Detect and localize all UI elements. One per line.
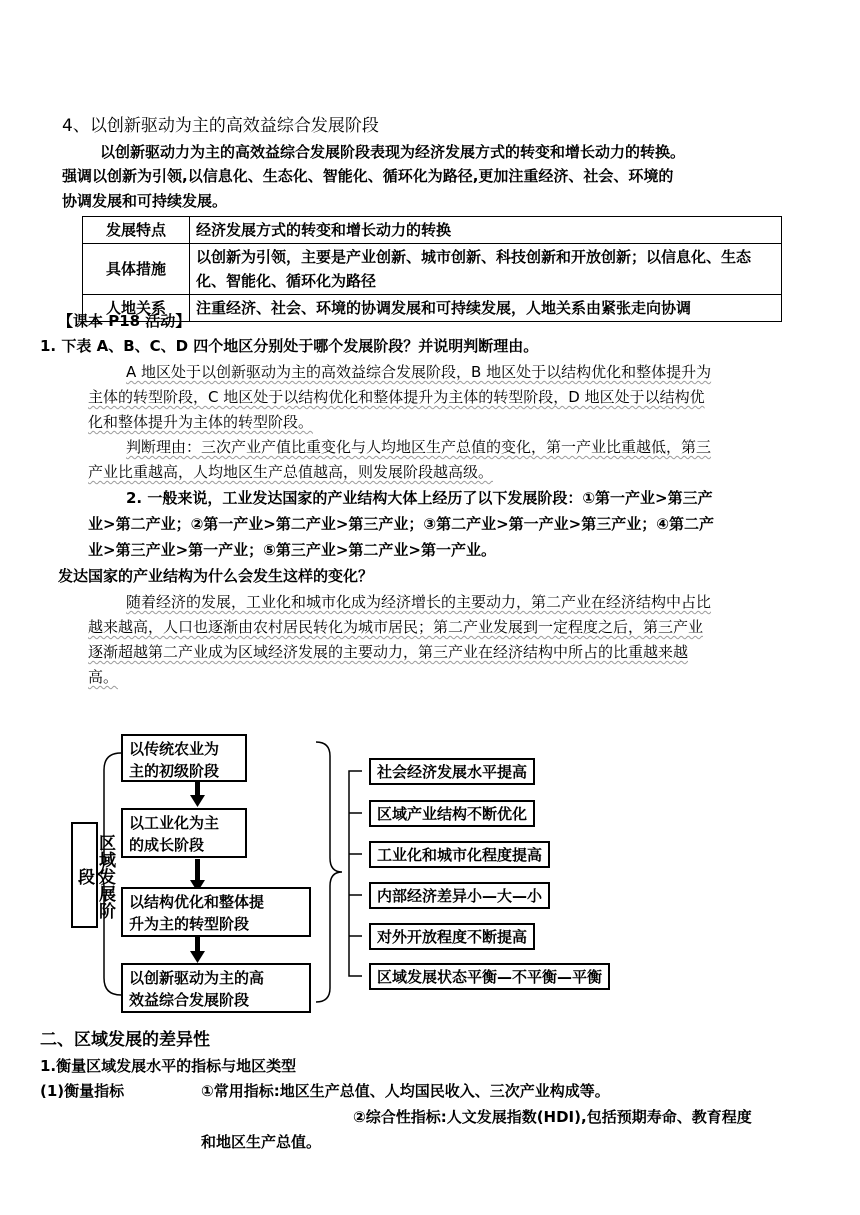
question-2-line: 2. 一般来说，工业发达国家的产业结构大体上经历了以下发展阶段：①第一产业>第三产	[126, 489, 713, 507]
stage-label: 以传统农业为	[129, 740, 220, 758]
stage-box-4	[121, 963, 311, 1013]
section-heading: 二、区域发展的差异性	[40, 1030, 210, 1050]
indicator-common: ①常用指标:地区生产总值、人均国民收入、三次产业构成等。	[201, 1082, 610, 1100]
answer-1-line: A 地区处于以创新驱动为主的高效益综合发展阶段，B 地区处于以结构优化和整体提升为	[126, 363, 712, 381]
question-2-line: 业>第二产业；②第一产业>第二产业>第三产业；③第二产业>第一产业>第三产业；④第二产	[88, 515, 714, 533]
table-key: 具体措施	[83, 244, 190, 295]
indicator-label: (1)衡量指标	[40, 1082, 125, 1100]
stage-label: 的成长阶段	[129, 836, 205, 854]
trend-box: 区域产业结构不断优化	[369, 800, 535, 827]
stage-label: 效益综合发展阶段	[129, 991, 250, 1009]
trend-box: 社会经济发展水平提高	[369, 758, 535, 785]
answer-1-line: 主体的转型阶段，C 地区处于以结构优化和整体提升为主体的转型阶段，D 地区处于以结构优	[88, 388, 705, 406]
trend-box: 工业化和城市化程度提高	[369, 841, 550, 868]
table-key: 发展特点	[83, 217, 190, 244]
answer-1-line: 化和整体提升为主体的转型阶段。	[88, 413, 314, 431]
stage-label: 主的初级阶段	[129, 762, 220, 780]
sub-heading: 1.衡量区域发展水平的指标与地区类型	[40, 1057, 297, 1075]
intro-line-1: 以创新驱动力为主的高效益综合发展阶段表现为经济发展方式的转变和增长动力的转换。	[100, 143, 686, 161]
trend-box: 区域发展状态平衡—不平衡—平衡	[369, 963, 610, 990]
stage-label: 以创新驱动为主的高	[129, 969, 265, 987]
stage-box-3	[121, 887, 311, 937]
table-value: 注重经济、社会、环境的协调发展和可持续发展，人地关系由紧张走向协调	[190, 295, 782, 322]
diagram-root	[71, 822, 115, 928]
table-key: 人地关系	[83, 295, 190, 322]
reason-line: 判断理由：三次产业产值比重变化与人均地区生产总值的变化，第一产业比重越低，第三	[126, 438, 712, 456]
question-2-prompt: 发达国家的产业结构为什么会发生这样的变化？	[58, 567, 374, 585]
diagram-root-label: 区域发展阶段	[74, 834, 115, 919]
stage-label: 以工业化为主	[129, 814, 220, 832]
stage-label: 以结构优化和整体提	[129, 893, 265, 911]
stage-label: 升为主的转型阶段	[129, 915, 250, 933]
question-1: 1. 下表 A、B、C、D 四个地区分别处于哪个发展阶段？并说明判断理由。	[40, 337, 539, 355]
trend-box: 内部经济差异小—大—小	[369, 882, 550, 909]
section-heading: 4、以创新驱动为主的高效益综合发展阶段	[62, 116, 379, 136]
stage-box-2	[121, 808, 247, 858]
intro-line-3: 协调发展和可持续发展。	[62, 192, 228, 210]
answer-2-line: 越来越高，人口也逐渐由农村居民转化为城市居民；第二产业发展到一定程度之后，第三产业	[88, 618, 704, 636]
answer-2-line: 随着经济的发展，工业化和城市化成为经济增长的主要动力，第二产业在经济结构中占比	[126, 593, 712, 611]
table-value: 经济发展方式的转变和增长动力的转换	[190, 217, 782, 244]
indicator-composite-cont: 和地区生产总值。	[201, 1133, 322, 1151]
table-value: 以创新为引领，主要是产业创新、城市创新、科技创新和开放创新；以信息化、生态化、智能化、循环化为路径	[190, 244, 782, 295]
trend-box: 对外开放程度不断提高	[369, 923, 535, 950]
intro-line-2: 强调以创新为引领,以信息化、生态化、智能化、循环化为路径,更加注重经济、社会、环境的	[62, 167, 674, 185]
answer-2-line: 逐渐超越第二产业成为区域经济发展的主要动力，第三产业在经济结构中所占的比重越来越	[88, 643, 689, 661]
reason-line: 产业比重越高，人均地区生产总值越高，则发展阶段越高级。	[88, 463, 494, 481]
indicator-composite: ②综合性指标:人文发展指数(HDI),包括预期寿命、教育程度	[353, 1108, 752, 1126]
question-2-line: 业>第三产业>第一产业；⑤第三产业>第二产业>第一产业。	[88, 541, 496, 559]
stage-box-1	[121, 734, 247, 782]
answer-2-line: 高。	[88, 668, 119, 686]
activity-title: 【课本 P18 活动】	[58, 312, 191, 330]
